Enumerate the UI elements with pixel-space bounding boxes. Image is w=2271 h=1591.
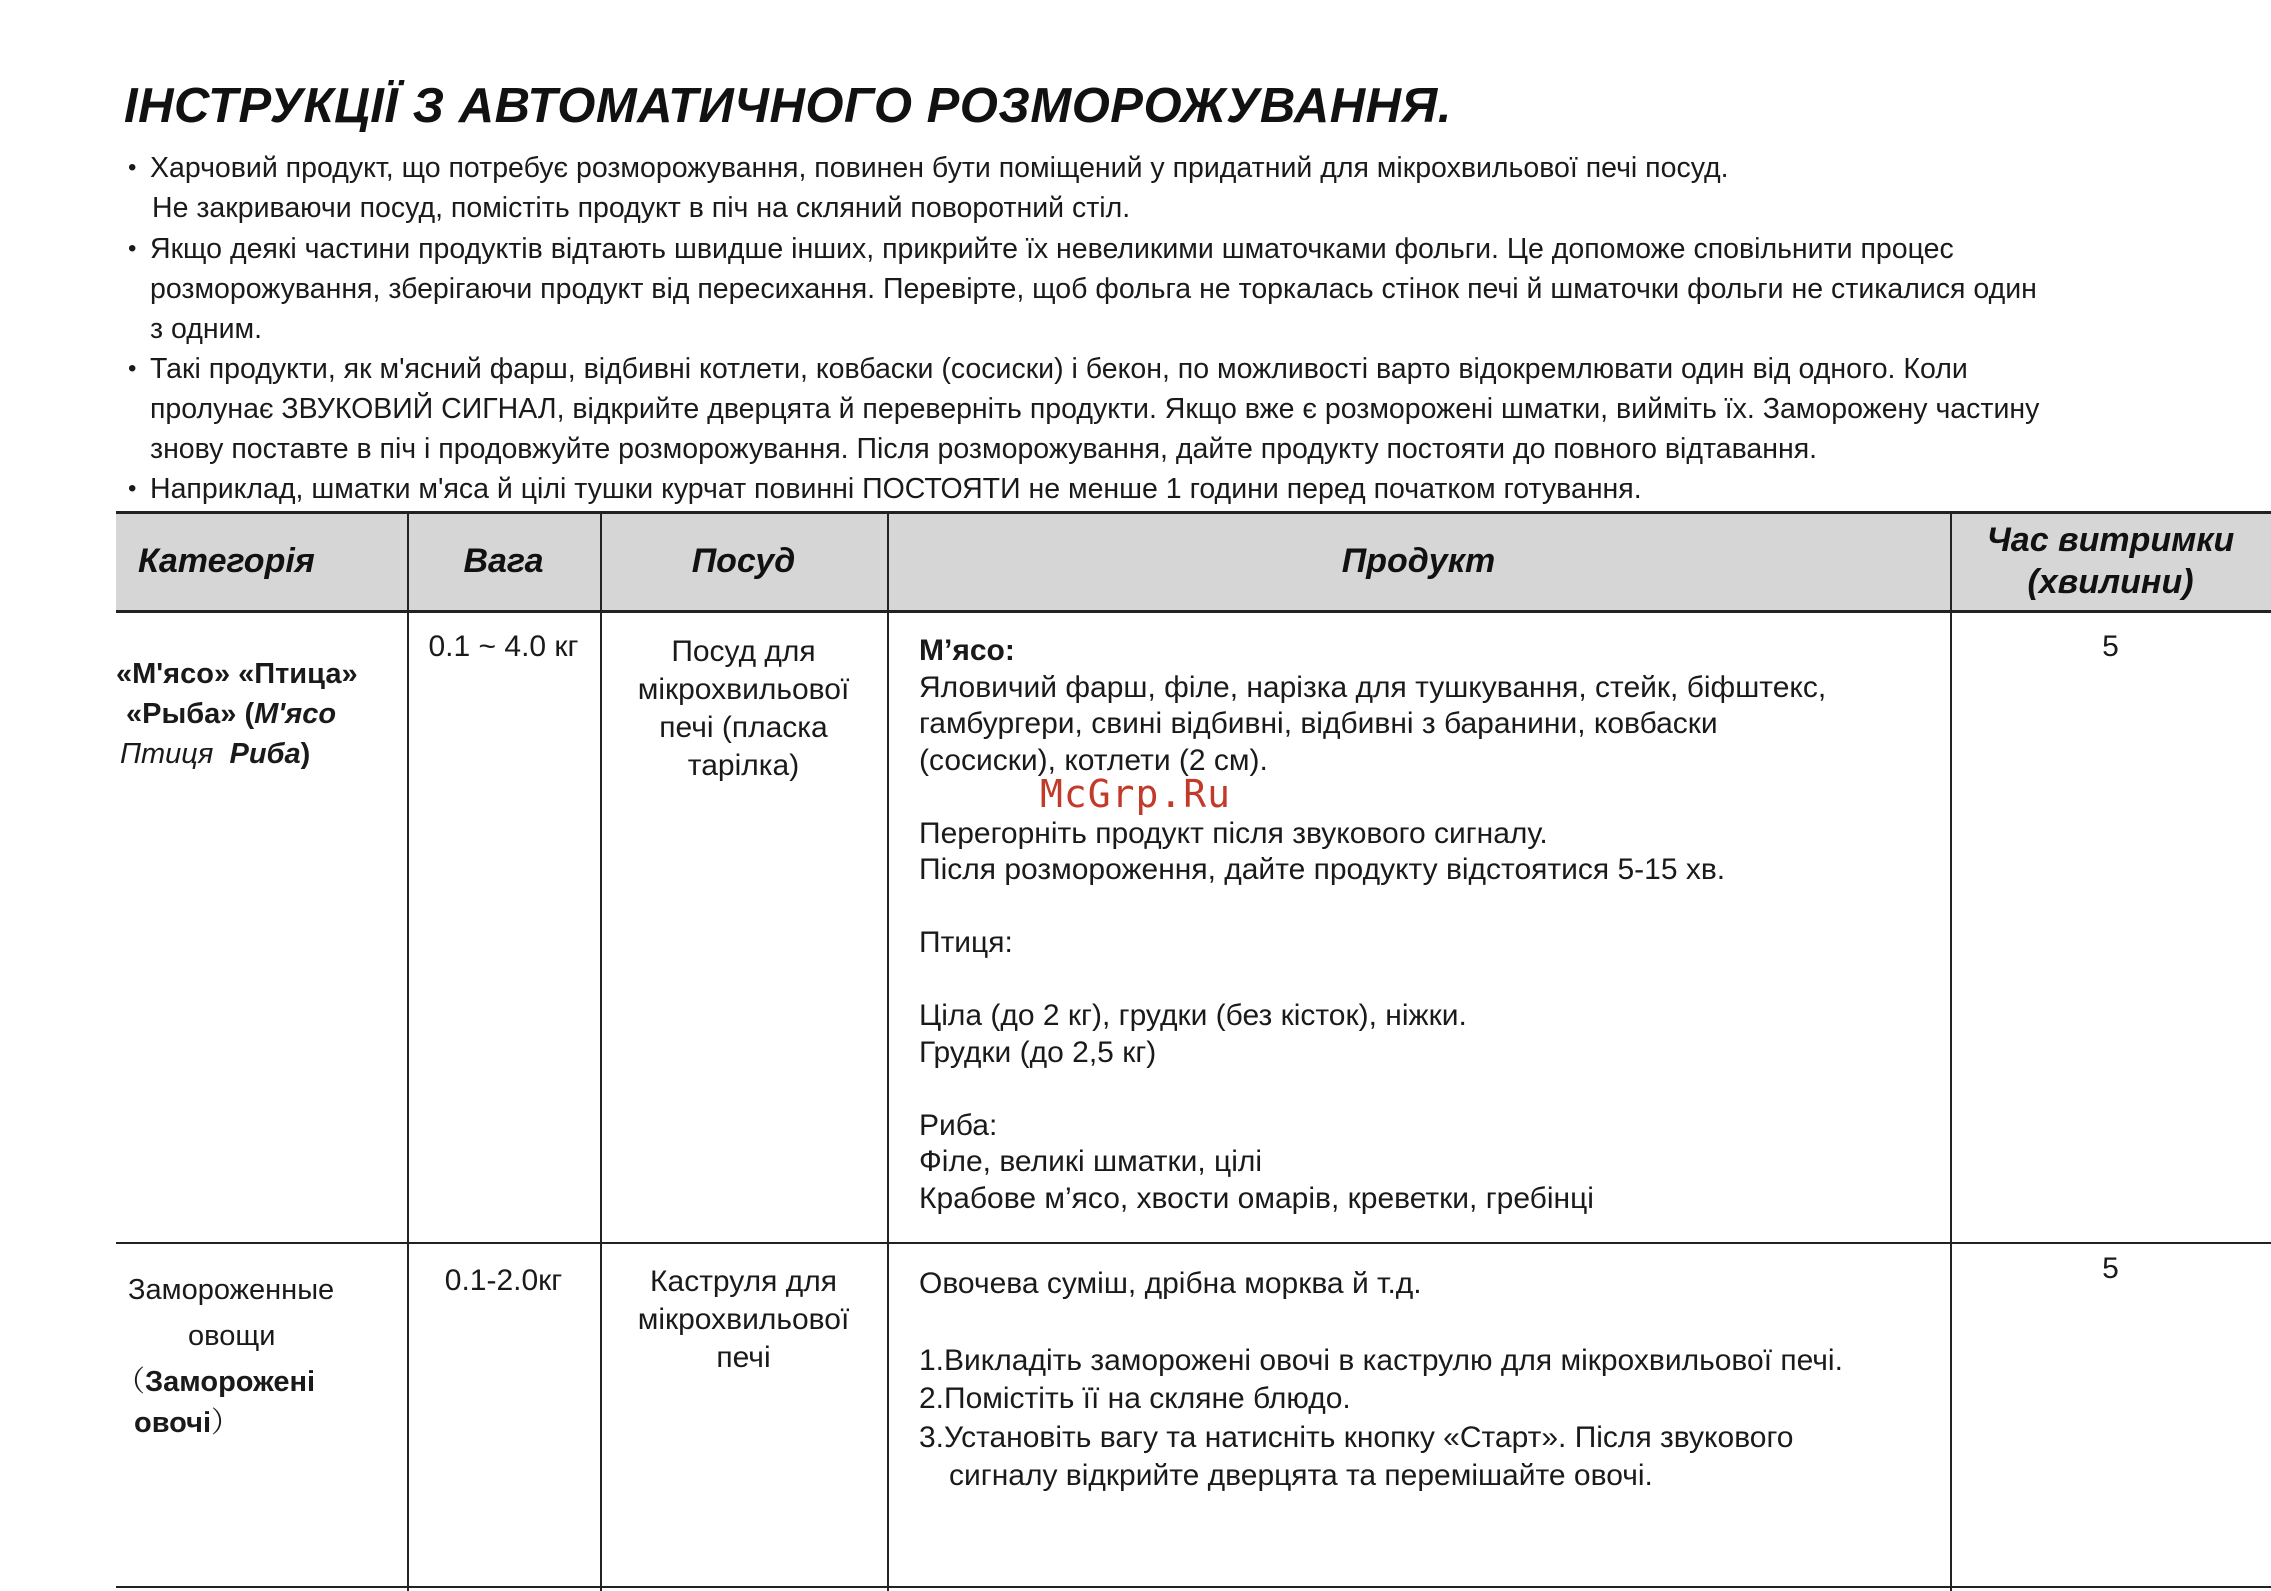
category-line — [116, 1405, 407, 1441]
product-step: 1.Викладіть заморожені овочі в каструлю для мікрохвильової печі. — [919, 1343, 1843, 1377]
instruction-line: знову поставте в піч і продовжуйте розморожування. Після розморожування, дайте продукту постояти до повного відтавання. — [150, 433, 1818, 465]
table-rule — [116, 1586, 2271, 1588]
product-line: Перегорніть продукт після звукового сигналу. — [919, 816, 1548, 850]
instruction-line: Такі продукти, як м'ясний фарш, відбивні котлети, ковбаски (сосиски) і бекон, по можливості варто відокремлювати один від одного. Коли — [150, 353, 1968, 385]
bullet-icon: • — [128, 235, 137, 262]
product-line: гамбургери, свині відбивні, відбивні з баранини, ковбаски — [919, 707, 1718, 740]
header-category: Категорія — [138, 542, 315, 580]
product-line: Овочева суміш, дрібна морква й т.д. — [919, 1267, 1422, 1300]
category-line — [116, 694, 407, 734]
dish-line: Каструля для — [650, 1265, 837, 1298]
dish-line: печі (пласка — [659, 711, 828, 744]
category-text: М'ясо — [254, 698, 337, 730]
category-text: （ — [116, 1366, 146, 1398]
table-row-1-product — [919, 633, 1939, 1217]
instruction-line: Не закриваючи посуд, помістіть продукт в піч на скляний поворотний стіл. — [152, 192, 1131, 224]
product-line: Грудки (до 2,5 кг) — [919, 1035, 1157, 1069]
category-line: Замороженные — [128, 1274, 335, 1306]
header-time-line: (хвилини) — [2027, 563, 2194, 601]
product-step: 2.Помістіть її на скляне блюдо. — [919, 1382, 1351, 1415]
product-heading: Риба: — [919, 1108, 998, 1142]
table-row-2-time: 5 — [2102, 1252, 2119, 1285]
instruction-line: з одним. — [150, 313, 263, 345]
table-row-2-dish — [600, 1263, 887, 1377]
bullet-icon: • — [128, 154, 137, 181]
product-line: Після розмороження, дайте продукту відстоятися 5-15 хв. — [919, 853, 1726, 886]
category-line: овощи — [188, 1320, 276, 1352]
table-row-2-weight: 0.1-2.0кг — [444, 1264, 563, 1297]
defrost-table — [116, 511, 2271, 1591]
instruction-item — [128, 229, 2258, 349]
product-line: Яловичий фарш, філе, нарізка для тушкування, стейк, біфштекс, — [919, 670, 1827, 704]
product-line: Крабове м’ясо, хвости омарів, креветки, гребінці — [919, 1181, 1594, 1215]
instruction-line: Наприклад, шматки м'яса й цілі тушки курчат повинні ПОСТОЯТИ не менше 1 години перед початком готування. — [150, 473, 1642, 505]
category-text: Заморожені — [145, 1366, 316, 1398]
category-text: Риба — [229, 738, 301, 770]
dish-line: печі — [716, 1341, 771, 1374]
header-time-line: Час витримки — [1986, 521, 2235, 559]
product-line: Філе, великі шматки, цілі — [919, 1145, 1263, 1178]
category-text: ） — [211, 1407, 241, 1439]
page-title: ІНСТРУКЦІЇ З АВТОМАТИЧНОГО РОЗМОРОЖУВАННЯ. — [124, 79, 1452, 133]
dish-line: мікрохвильової — [637, 673, 850, 706]
dish-line: Посуд для — [671, 635, 816, 668]
dish-line: мікрохвильової — [637, 1303, 850, 1336]
header-weight: Вага — [463, 542, 544, 580]
table-row-1-time: 5 — [2102, 630, 2119, 663]
header-product: Продукт — [1341, 542, 1496, 580]
column-divider — [1950, 511, 1952, 1591]
category-text: овочі — [134, 1407, 212, 1439]
product-step: 3.Установіть вагу та натисніть кнопку «Старт». Після звукового сигналу відкрийте дверцята та перемішайте овочі. — [919, 1420, 1794, 1492]
header-dish: Посуд — [691, 542, 796, 580]
table-rule — [116, 1242, 2271, 1244]
category-line — [116, 734, 407, 774]
product-heading: М’ясо: — [919, 634, 1015, 667]
category-text: «Рыба» ( — [126, 698, 255, 730]
header-time — [1950, 511, 2271, 611]
instructions-list — [128, 148, 2258, 509]
table-row-2-product — [919, 1265, 1929, 1496]
bullet-icon: • — [128, 355, 137, 382]
table-row-1-category — [116, 654, 407, 774]
table-row-1-weight: 0.1 ~ 4.0 кг — [428, 630, 579, 663]
product-line: (сосиски), котлети (2 см). — [919, 743, 1268, 777]
column-divider — [407, 511, 409, 1591]
category-text: Птиця — [120, 738, 214, 770]
bullet-icon: • — [128, 475, 137, 502]
instruction-item — [128, 148, 2258, 228]
product-line: Ціла (до 2 кг), грудки (без кісток), ніжки. — [919, 999, 1467, 1032]
product-heading: Птиця: — [919, 926, 1013, 959]
column-divider — [887, 511, 889, 1591]
category-line: «М'ясо» «Птица» — [116, 658, 358, 690]
instruction-item — [128, 469, 2258, 509]
dish-line: тарілка) — [687, 749, 800, 782]
instruction-line: Харчовий продукт, що потребує розморожування, повинен бути поміщений у придатний для мікрохвильової печі посуд. — [150, 152, 1729, 184]
category-line — [116, 1359, 407, 1405]
instruction-item — [128, 349, 2258, 469]
instruction-line: Якщо деякі частини продуктів відтають швидше інших, прикрийте їх невеликими шматочками фольги. Це допоможе сповільнити процес — [150, 233, 1954, 265]
instruction-line: розморожування, зберігаючи продукт від пересихання. Перевірте, щоб фольга не торкалась стінок печі й шматочки фольги не стикалися один — [150, 273, 2037, 305]
table-row-2-category — [116, 1267, 407, 1441]
watermark-text: McGrp.Ru — [1040, 772, 1232, 816]
table-row-1-dish — [600, 633, 887, 785]
category-text: ) — [300, 738, 311, 770]
instruction-line: пролунає ЗВУКОВИЙ СИГНАЛ, відкрийте дверцята й переверніть продукти. Якщо вже є розморожені шматки, вийміть їх. Заморожену частину — [150, 393, 2040, 425]
